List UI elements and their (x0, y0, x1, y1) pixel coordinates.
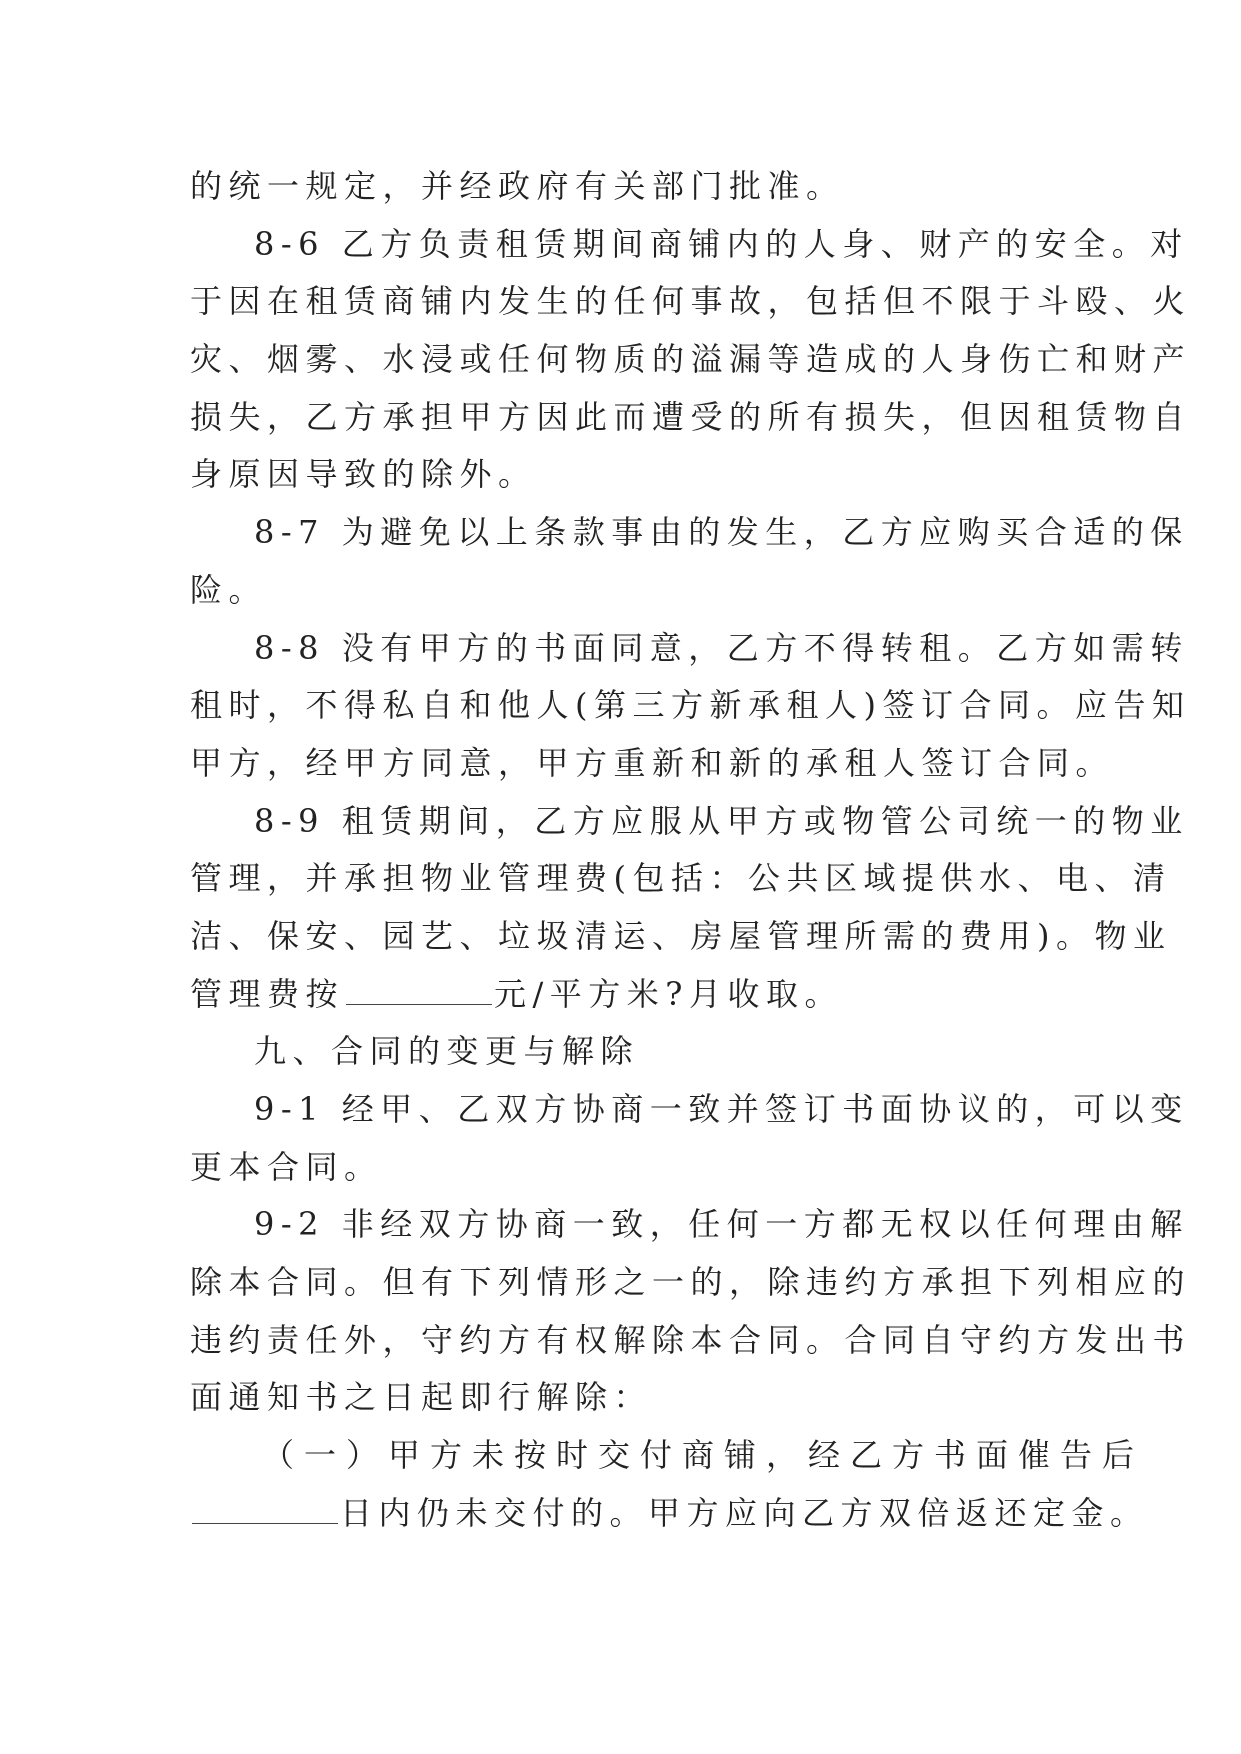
section-9-heading: 九、合同的变更与解除 (254, 1032, 640, 1071)
days-blank (192, 1523, 338, 1524)
clause-8-7-line-2: 险。 (190, 570, 268, 609)
clause-8-6-line-5: 身原因导致的除外。 (190, 455, 537, 494)
clause-8-8-line-1: 8-8 没有甲方的书面同意，乙方不得转租。乙方如需转 (254, 628, 1189, 667)
item-1-line-1: （一）甲方未按时交付商铺，经乙方书面催告后 (262, 1436, 1145, 1475)
clause-8-8-line-3: 甲方，经甲方同意，甲方重新和新的承租人签订合同。 (190, 743, 1115, 782)
clause-8-6-line-3: 灾、烟雾、水浸或任何物质的溢漏等造成的人身伤亡和财产 (190, 340, 1192, 379)
clause-9-2-line-2: 除本合同。但有下列情形之一的，除违约方承担下列相应的 (190, 1263, 1192, 1302)
clause-8-8-line-2: 租时，不得私自和他人(第三方新承租人)签订合同。应告知 (190, 686, 1191, 725)
clause-8-9-line-4 (190, 966, 1070, 1024)
clause-8-9-line-3: 洁、保安、园艺、垃圾清运、房屋管理所需的费用)。物业 (190, 916, 1172, 955)
clause-9-1-line-2: 更本合同。 (190, 1147, 383, 1186)
fee-blank (346, 1004, 492, 1005)
clause-8-6-line-1: 8-6 乙方负责租赁期间商铺内的人身、财产的安全。对 (254, 224, 1189, 263)
clause-9-2-line-3: 违约责任外，守约方有权解除本合同。合同自守约方发出书 (190, 1320, 1192, 1359)
clause-8-9-line-2: 管理，并承担物业管理费(包括：公共区域提供水、电、清 (190, 859, 1172, 898)
clause-8-9-line-1: 8-9 租赁期间，乙方应服从甲方或物管公司统一的物业 (254, 801, 1189, 840)
paragraph-line: 的统一规定，并经政府有关部门批准。 (190, 167, 845, 205)
clause-9-1-line-1: 9-1 经甲、乙双方协商一致并签订书面协议的，可以变 (254, 1090, 1189, 1128)
fee-label: 管理费按 (190, 974, 345, 1013)
item-1-line-2 (190, 1485, 1149, 1543)
item-1-text: 日内仍未交付的。甲方应向乙方双倍返还定金。 (340, 1493, 1149, 1532)
clause-8-6-line-2: 于因在租赁商铺内发生的任何事故，包括但不限于斗殴、火 (190, 282, 1192, 321)
clause-8-7-line-1: 8-7 为避免以上条款事由的发生，乙方应购买合适的保 (254, 513, 1189, 552)
clause-9-2-line-4: 面通知书之日起即行解除： (190, 1378, 653, 1417)
document-page (190, 158, 1192, 1543)
clause-8-6-line-4: 损失，乙方承担甲方因此而遭受的所有损失，但因租赁物自 (190, 397, 1192, 436)
clause-9-2-line-1: 9-2 非经双方协商一致，任何一方都无权以任何理由解 (254, 1205, 1189, 1244)
fee-unit: 元/平方米?月收取。 (494, 974, 843, 1013)
